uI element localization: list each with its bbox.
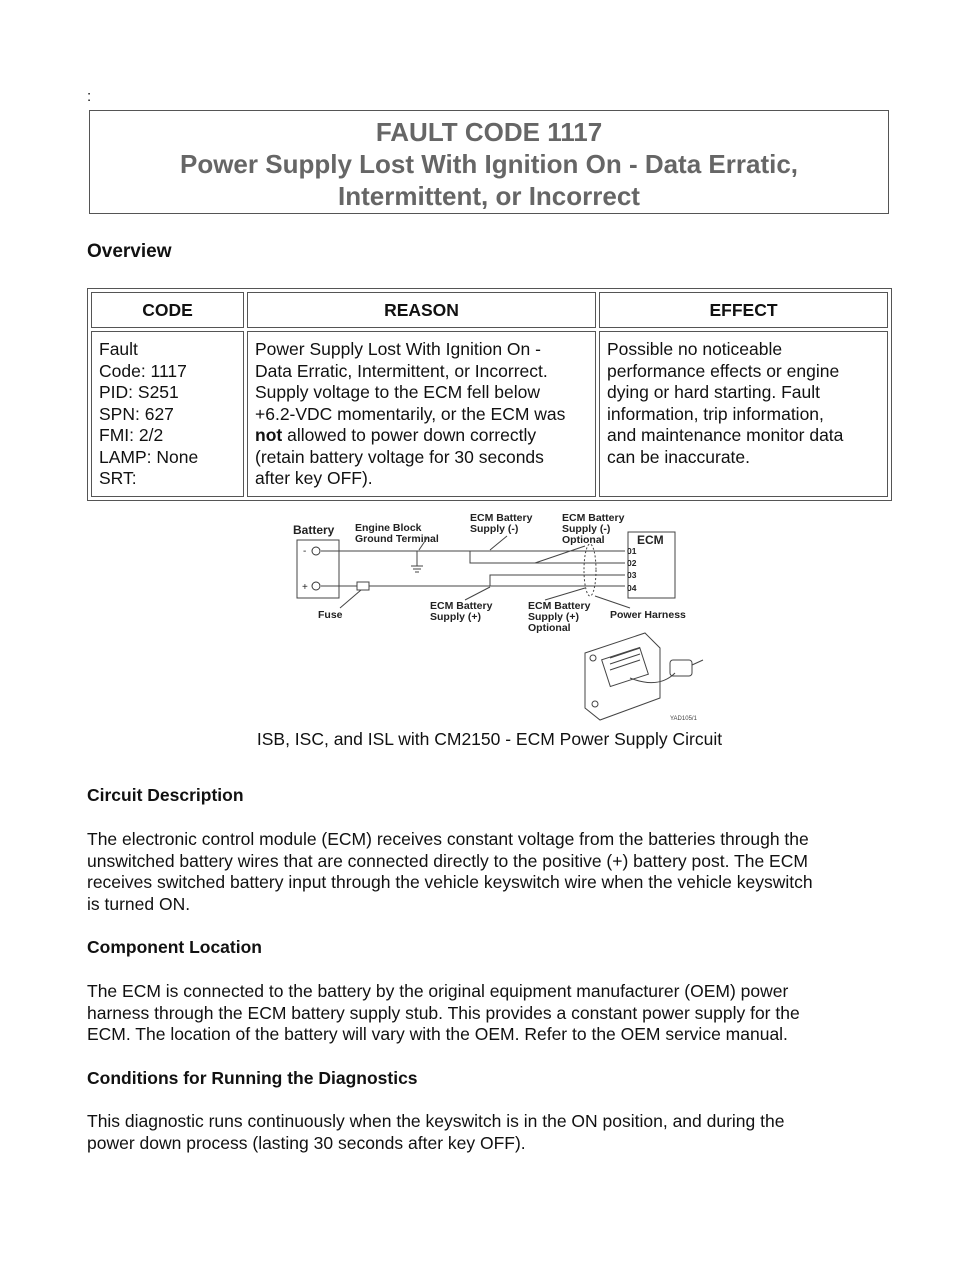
reason-bold-not: not: [255, 425, 283, 445]
ecm-power-supply-diagram: [285, 508, 705, 728]
ground-icon: [411, 566, 423, 572]
conditions-heading: Conditions for Running the Diagnostics: [87, 1068, 418, 1088]
minus-sign: -: [303, 546, 307, 557]
effect-line: dying or hard starting. Fault: [607, 382, 821, 402]
effect-line: performance effects or engine: [607, 360, 840, 381]
paragraph-line: This diagnostic runs continuously when the keyswitch is in the ON position, and during the: [87, 1111, 785, 1131]
paragraph-line: receives switched battery input through the vehicle keyswitch wire when the vehicle keyswitch: [87, 872, 813, 892]
leader-fuse: [340, 590, 361, 608]
supply-pos-label-1: ECM Battery: [430, 600, 493, 612]
pin-03: 03: [627, 570, 637, 580]
negative-wire: [321, 551, 625, 563]
code-line: SPN: 627: [99, 403, 174, 424]
fault-code-title: FAULT CODE 1117: [375, 117, 603, 147]
fault-title-line2: Power Supply Lost With Ignition On - Data Erratic,: [179, 149, 799, 179]
ecm-label: ECM: [637, 533, 664, 547]
supply-pos-label-2: Supply (+): [430, 611, 482, 623]
harness-loop: [584, 544, 596, 596]
battery-label: Battery: [293, 523, 335, 537]
fuse-icon: [357, 582, 369, 590]
battery-pos-terminal: [312, 582, 320, 590]
reason-line: after key OFF).: [255, 468, 373, 488]
reason-cell: [247, 331, 596, 497]
pin-04: 04: [627, 583, 637, 593]
reason-line: +6.2-VDC momentarily, or the ECM was: [255, 403, 566, 424]
overview-heading: Overview: [87, 241, 172, 262]
header-effect: EFFECT: [599, 292, 888, 328]
reason-line: [255, 425, 588, 447]
supply-neg-opt-label-2: Supply (-): [562, 523, 611, 535]
leader-pos: [465, 587, 490, 600]
leader-neg-opt: [535, 546, 585, 563]
power-harness-label: Power Harness: [610, 609, 686, 621]
reason-line: Power Supply Lost With Ignition On -: [255, 339, 541, 359]
code-line: Code: 1117: [99, 360, 187, 381]
fuse-label: Fuse: [318, 609, 343, 621]
figure-caption: ISB, ISC, and ISL with CM2150 - ECM Power Supply Circuit: [256, 729, 723, 749]
reason-line-rest: allowed to power down correctly: [282, 425, 537, 445]
code-line: Fault: [99, 339, 138, 359]
table-row: [91, 331, 888, 497]
supply-pos-opt-label-2: Supply (+): [528, 611, 580, 623]
pin-02: 02: [627, 558, 637, 568]
header-code: CODE: [91, 292, 244, 328]
effect-line: can be inaccurate.: [607, 446, 751, 467]
effect-cell: [599, 331, 888, 497]
engine-block-label-1: Engine Block: [355, 522, 422, 534]
reason-line: Supply voltage to the ECM fell below: [255, 382, 541, 402]
reason-line: Data Erratic, Intermittent, or Incorrect.: [255, 360, 548, 381]
header-reason: REASON: [247, 292, 596, 328]
paragraph-line: ECM. The location of the battery will vary with the OEM. Refer to the OEM service manual.: [87, 1024, 788, 1044]
conditions-text: [87, 1111, 897, 1154]
supply-neg-label-2: Supply (-): [470, 523, 519, 535]
supply-pos-opt-label-1: ECM Battery: [528, 600, 591, 612]
engine-block-label-2: Ground Terminal: [355, 533, 439, 545]
fault-overview-table: [87, 288, 892, 501]
battery-neg-terminal: [312, 547, 320, 555]
code-cell: [91, 331, 244, 497]
page-marker: :: [87, 88, 92, 105]
effect-line: information, trip information,: [607, 403, 824, 424]
supply-neg-opt-label-1: ECM Battery: [562, 512, 625, 524]
code-line: PID: S251: [99, 382, 179, 402]
code-line: SRT:: [99, 468, 137, 488]
positive-wire: [321, 575, 625, 586]
component-location-text: [87, 981, 897, 1046]
circuit-description-heading: Circuit Description: [87, 785, 244, 805]
paragraph-line: harness through the ECM battery supply stub. This provides a constant power supply for the: [87, 1002, 800, 1023]
code-line: FMI: 2/2: [99, 425, 164, 445]
circuit-description-text: [87, 829, 897, 915]
fault-title-box: [89, 110, 889, 214]
supply-neg-label-1: ECM Battery: [470, 512, 533, 524]
component-location-heading: Component Location: [87, 937, 262, 957]
leader-pos-opt: [545, 588, 585, 600]
supply-neg-opt-label-3: Optional: [562, 534, 605, 546]
leader-neg: [490, 536, 507, 550]
leader-harness: [595, 596, 630, 608]
pin-01: 01: [627, 546, 637, 556]
code-line: LAMP: None: [99, 446, 199, 467]
paragraph-line: is turned ON.: [87, 893, 191, 914]
paragraph-line: power down process (lasting 30 seconds after key OFF).: [87, 1132, 526, 1153]
fault-title-line3: Intermittent, or Incorrect: [338, 181, 640, 211]
figure-id: YAD105/1: [670, 716, 697, 722]
reason-line: (retain battery voltage for 30 seconds: [255, 446, 544, 467]
ecm-module-drawing: [585, 633, 703, 720]
plus-sign: +: [302, 582, 308, 593]
paragraph-line: The electronic control module (ECM) receives constant voltage from the batteries through the: [87, 829, 809, 849]
table-header-row: [91, 292, 888, 328]
effect-line: and maintenance monitor data: [607, 425, 844, 445]
effect-line: Possible no noticeable: [607, 339, 783, 359]
paragraph-line: unswitched battery wires that are connected directly to the positive (+) battery post. The ECM: [87, 850, 808, 871]
supply-pos-opt-label-3: Optional: [528, 622, 571, 634]
paragraph-line: The ECM is connected to the battery by the original equipment manufacturer (OEM) power: [87, 981, 789, 1001]
